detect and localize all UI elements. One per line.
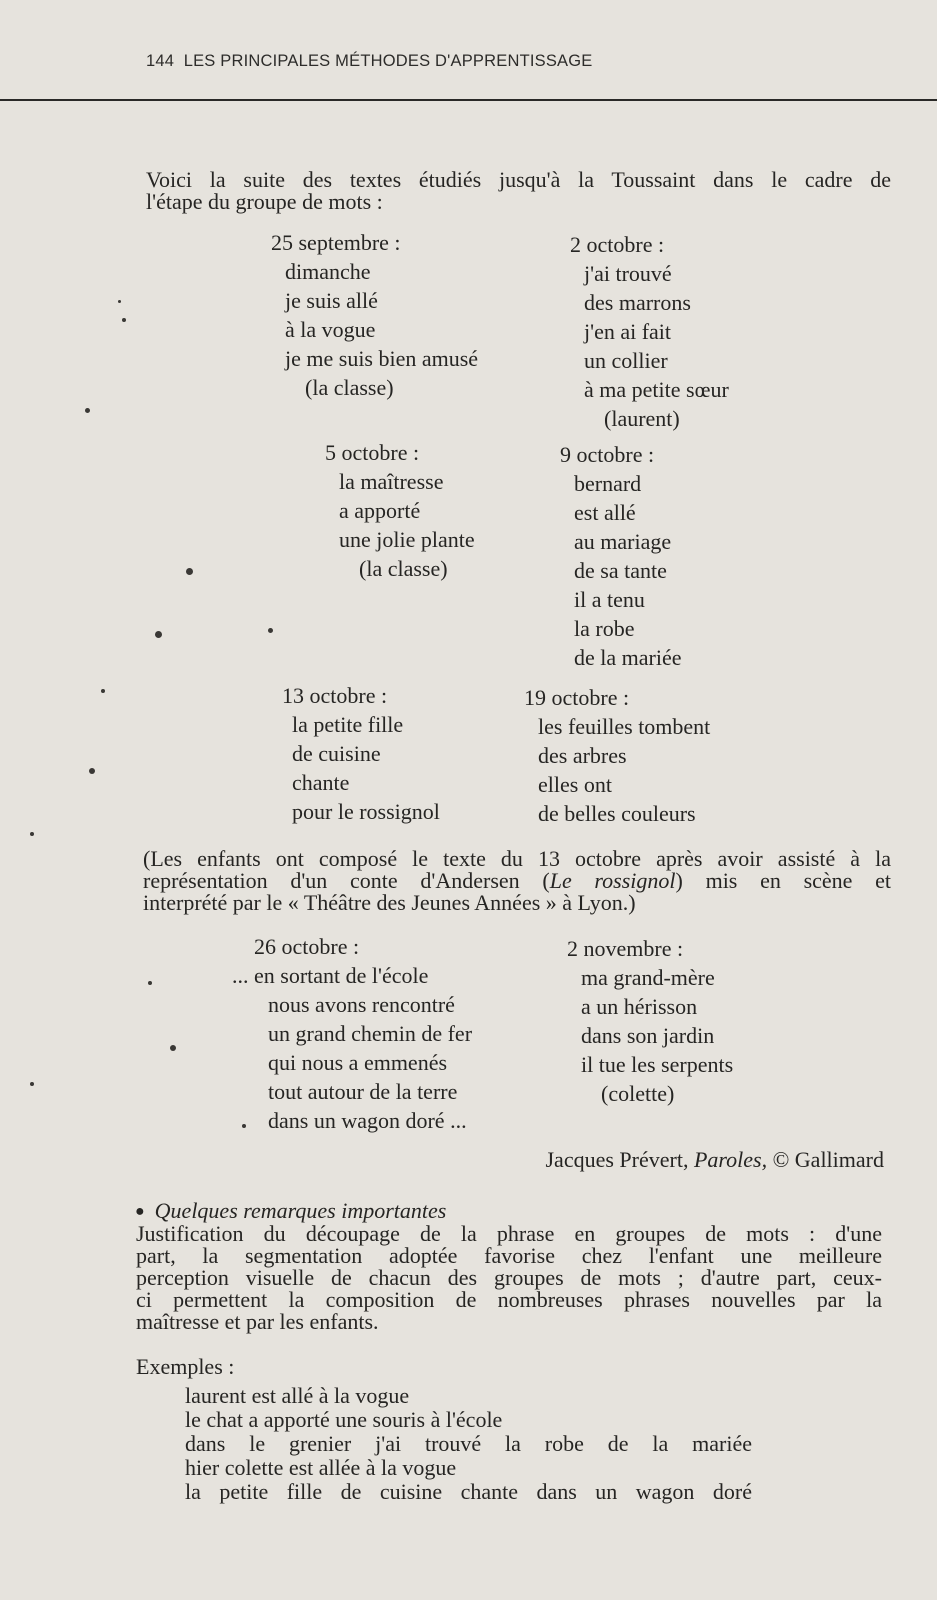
- print-speck: [118, 300, 121, 303]
- print-speck: [148, 981, 152, 985]
- poem-credit: [546, 1147, 885, 1173]
- poem-line: la petite fille: [292, 712, 404, 737]
- print-speck: [170, 1045, 176, 1051]
- poem-line: de belles couleurs: [538, 801, 696, 826]
- poem-line: à la vogue: [285, 317, 376, 342]
- running-title: LES PRINCIPALES MÉTHODES D'APPRENTISSAGE: [183, 52, 593, 70]
- poem-line: est allé: [574, 500, 636, 525]
- poem-line: elles ont: [538, 772, 612, 797]
- poem-line: dans un wagon doré ...: [268, 1108, 467, 1133]
- poem-19-octobre: [524, 683, 710, 828]
- body-line: part, la segmentation adoptée favorise chez l'enfant une meilleure: [136, 1243, 882, 1268]
- running-head: [146, 52, 593, 71]
- poem-line: tout autour de la terre: [268, 1079, 458, 1104]
- print-speck: [89, 768, 95, 774]
- header-rule: [0, 99, 937, 101]
- example-sentence: le chat a apporté une souris à l'école: [185, 1407, 503, 1432]
- note-line: (Les enfants ont composé le texte du 13 octobre après avoir assisté à la: [143, 846, 891, 871]
- body-line: ci permettent la composition de nombreuses phrases nouvelles par la: [136, 1287, 882, 1312]
- poem-line: dans son jardin: [581, 1023, 715, 1048]
- poem-date: 2 octobre :: [570, 232, 665, 257]
- print-speck: [85, 408, 90, 413]
- note-line-start: représentation d'un conte d'Andersen (: [143, 868, 550, 893]
- poem-line: qui nous a emmenés: [268, 1050, 448, 1075]
- poem-signature: (colette): [601, 1081, 675, 1106]
- poem-line: nous avons rencontré: [268, 992, 455, 1017]
- poem-date: 2 novembre :: [567, 936, 684, 961]
- note-paragraph: [143, 848, 891, 914]
- poem-signature: (la classe): [305, 375, 394, 400]
- examples-label: Exemples :: [136, 1354, 235, 1379]
- poem-25-septembre: [271, 228, 478, 402]
- poem-line: je suis allé: [285, 288, 378, 313]
- poem-line: la robe: [574, 616, 635, 641]
- poem-line: dimanche: [285, 259, 371, 284]
- poem-9-octobre: [560, 440, 682, 672]
- print-speck: [30, 1082, 34, 1086]
- poem-line: de cuisine: [292, 741, 381, 766]
- poem-line: de sa tante: [574, 558, 667, 583]
- poem-line: une jolie plante: [339, 527, 475, 552]
- poem-13-octobre: [282, 681, 440, 826]
- poem-5-octobre: [325, 438, 475, 583]
- body-line: perception visuelle de chacun des groupes de mots ; d'autre part, ceux-: [136, 1265, 882, 1290]
- poem-26-octobre: [232, 932, 473, 1135]
- poem-line: les feuilles tombent: [538, 714, 711, 739]
- intro-paragraph: [146, 169, 891, 213]
- print-speck: [155, 631, 162, 638]
- poem-signature: (laurent): [604, 406, 680, 431]
- print-speck: [122, 318, 126, 322]
- poem-date: 26 octobre :: [254, 934, 360, 959]
- credit-work: Paroles,: [693, 1147, 768, 1172]
- note-line-end: ) mis en scène et: [675, 868, 892, 893]
- poem-line: à ma petite sœur: [584, 377, 729, 402]
- poem-line: il tue les serpents: [581, 1052, 734, 1077]
- body-line: Justification du découpage de la phrase en groupes de mots : d'une: [136, 1221, 882, 1246]
- note-line: interprété par le « Théâtre des Jeunes Années » à Lyon.): [143, 890, 636, 915]
- poem-line: ma grand-mère: [581, 965, 715, 990]
- example-sentence: la petite fille de cuisine chante dans un wagon doré: [185, 1479, 752, 1504]
- print-speck: [30, 832, 34, 836]
- poem-line: il a tenu: [574, 587, 645, 612]
- print-speck: [268, 628, 273, 633]
- poem-line: je me suis bien amusé: [285, 346, 479, 371]
- poem-date: 9 octobre :: [560, 442, 655, 467]
- credit-author: Jacques Prévert,: [545, 1147, 689, 1172]
- poem-signature: (la classe): [359, 556, 448, 581]
- justification-paragraph: [136, 1223, 882, 1333]
- poem-line: bernard: [574, 471, 642, 496]
- print-speck: [186, 568, 193, 575]
- intro-line: Voici la suite des textes étudiés jusqu'à la Toussaint dans le cadre de: [146, 167, 891, 192]
- poem-line: j'en ai fait: [584, 319, 672, 344]
- poem-line: la maîtresse: [339, 469, 444, 494]
- print-speck: [101, 689, 105, 693]
- poem-line: chante: [292, 770, 350, 795]
- story-title: Le rossignol: [549, 868, 676, 893]
- bullet-icon: ●: [135, 1203, 145, 1220]
- poem-line: ... en sortant de l'école: [232, 963, 429, 988]
- poem-line: un grand chemin de fer: [268, 1021, 473, 1046]
- poem-2-octobre: [570, 230, 729, 433]
- section-title-text: Quelques remarques importantes: [154, 1198, 447, 1223]
- poem-date: 19 octobre :: [524, 685, 630, 710]
- poem-line: un collier: [584, 348, 668, 373]
- poem-line: j'ai trouvé: [584, 261, 672, 286]
- poem-date: 5 octobre :: [325, 440, 420, 465]
- example-list: [185, 1384, 752, 1504]
- page-number: 144: [146, 52, 175, 70]
- poem-date: 13 octobre :: [282, 683, 388, 708]
- poem-line: de la mariée: [574, 645, 682, 670]
- example-sentence: hier colette est allée à la vogue: [185, 1455, 457, 1480]
- credit-publisher: © Gallimard: [772, 1147, 884, 1172]
- note-line: [143, 870, 891, 892]
- example-sentence: laurent est allé à la vogue: [185, 1383, 410, 1408]
- poem-line: pour le rossignol: [292, 799, 440, 824]
- intro-line: l'étape du groupe de mots :: [146, 189, 383, 214]
- poem-line: des arbres: [538, 743, 627, 768]
- poem-line: a apporté: [339, 498, 421, 523]
- body-line: maîtresse et par les enfants.: [136, 1309, 379, 1334]
- example-sentence: dans le grenier j'ai trouvé la robe de la mariée: [185, 1431, 752, 1456]
- poem-line: des marrons: [584, 290, 691, 315]
- poem-line: a un hérisson: [581, 994, 698, 1019]
- poem-line: au mariage: [574, 529, 672, 554]
- poem-2-novembre: [567, 934, 733, 1108]
- poem-date: 25 septembre :: [271, 230, 401, 255]
